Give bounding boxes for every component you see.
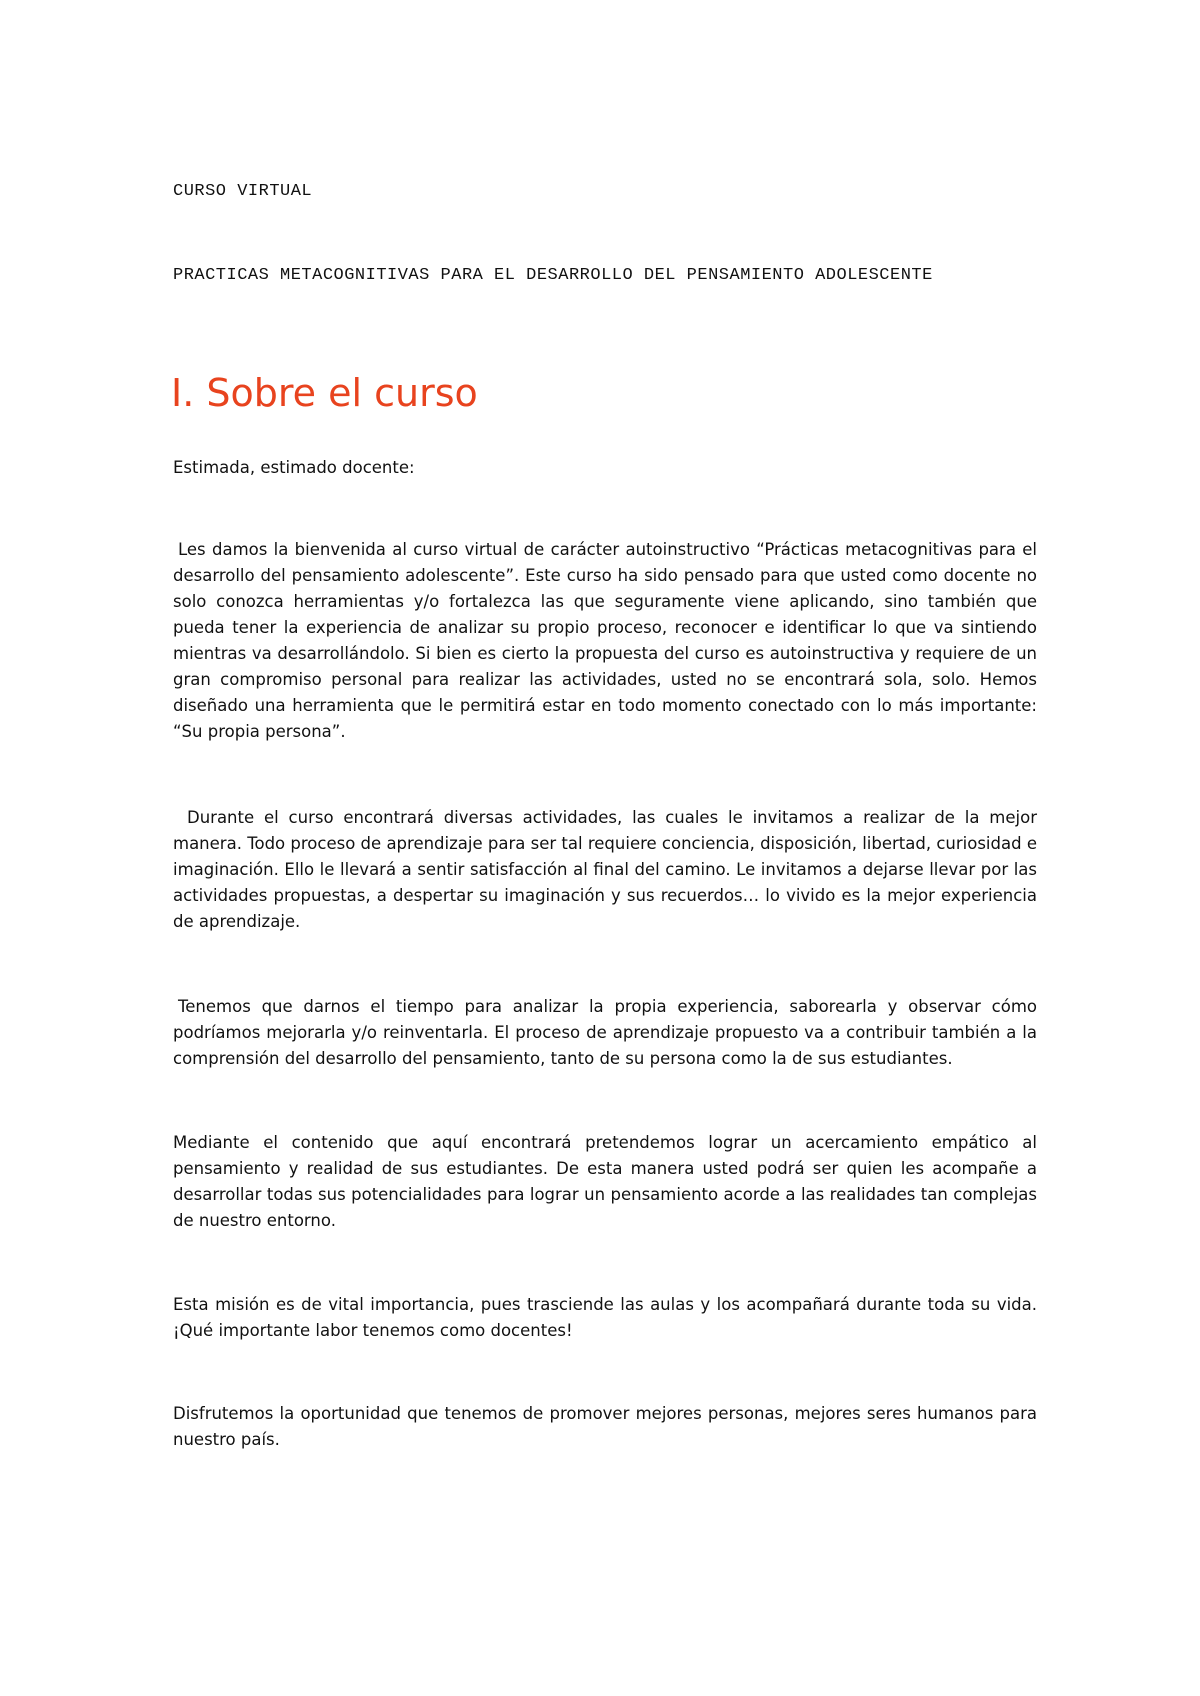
paragraph-experience: Tenemos que darnos el tiempo para analizar la propia experiencia, saborearla y observar cómo podríamos mejorarla y/o reinventarla. El proceso de aprendizaje propuesto va a contribuir también a la comprensión del desarrollo del pensamiento, tanto de su persona como la de sus estudiantes. — [173, 997, 1037, 1068]
paragraph-content: Mediante el contenido que aquí encontrará pretendemos lograr un acercamiento empático al pensamiento y realidad de sus estudiantes. De esta manera usted podrá ser quien les acompañe a desarrollar todas sus potencialidades para lograr un pensamiento acorde a las realidades tan complejas de nuestro entorno. — [173, 1133, 1037, 1230]
section-heading: I. Sobre el curso — [171, 371, 478, 415]
greeting: Estimada, estimado docente: — [173, 458, 415, 477]
paragraph-activities: Durante el curso encontrará diversas actividades, las cuales le invitamos a realizar de la mejor manera. Todo proceso de aprendizaje para ser tal requiere conciencia, disposición, libertad, curiosidad e imaginación. Ello le llevará a sentir satisfacción al final del camino. Le invitamos a dejarse llevar por las actividades propuestas, a despertar su imaginación y sus recuerdos… lo vivido es la mejor experiencia de aprendizaje. — [173, 808, 1037, 931]
paragraph-closing: Disfrutemos la oportunidad que tenemos de promover mejores personas, mejores seres humanos para nuestro país. — [173, 1404, 1037, 1449]
course-title: PRACTICAS METACOGNITIVAS PARA EL DESARROLLO DEL PENSAMIENTO ADOLESCENTE — [173, 266, 933, 285]
paragraph-mission: Esta misión es de vital importancia, pues trasciende las aulas y los acompañará durante toda su vida. ¡Qué importante labor tenemos como docentes! — [173, 1295, 1037, 1340]
course-label: CURSO VIRTUAL — [173, 182, 313, 201]
paragraph-welcome: Les damos la bienvenida al curso virtual de carácter autoinstructivo “Prácticas metacognitivas para el desarrollo del pensamiento adolescente”. Este curso ha sido pensado para que usted como docente no solo conozca herramientas y/o fortalezca las que seguramente viene aplicando, sino también que pueda tener la experiencia de analizar su propio proceso, reconocer e identificar lo que va sintiendo mientras va desarrollándolo. Si bien es cierto la propuesta del curso es autoinstructiva y requiere de un gran compromiso personal para realizar las actividades, usted no se encontrará sola, solo. Hemos diseñado una herramienta que le permitirá estar en todo momento conectado con lo más importante: “Su propia persona”. — [173, 540, 1037, 741]
